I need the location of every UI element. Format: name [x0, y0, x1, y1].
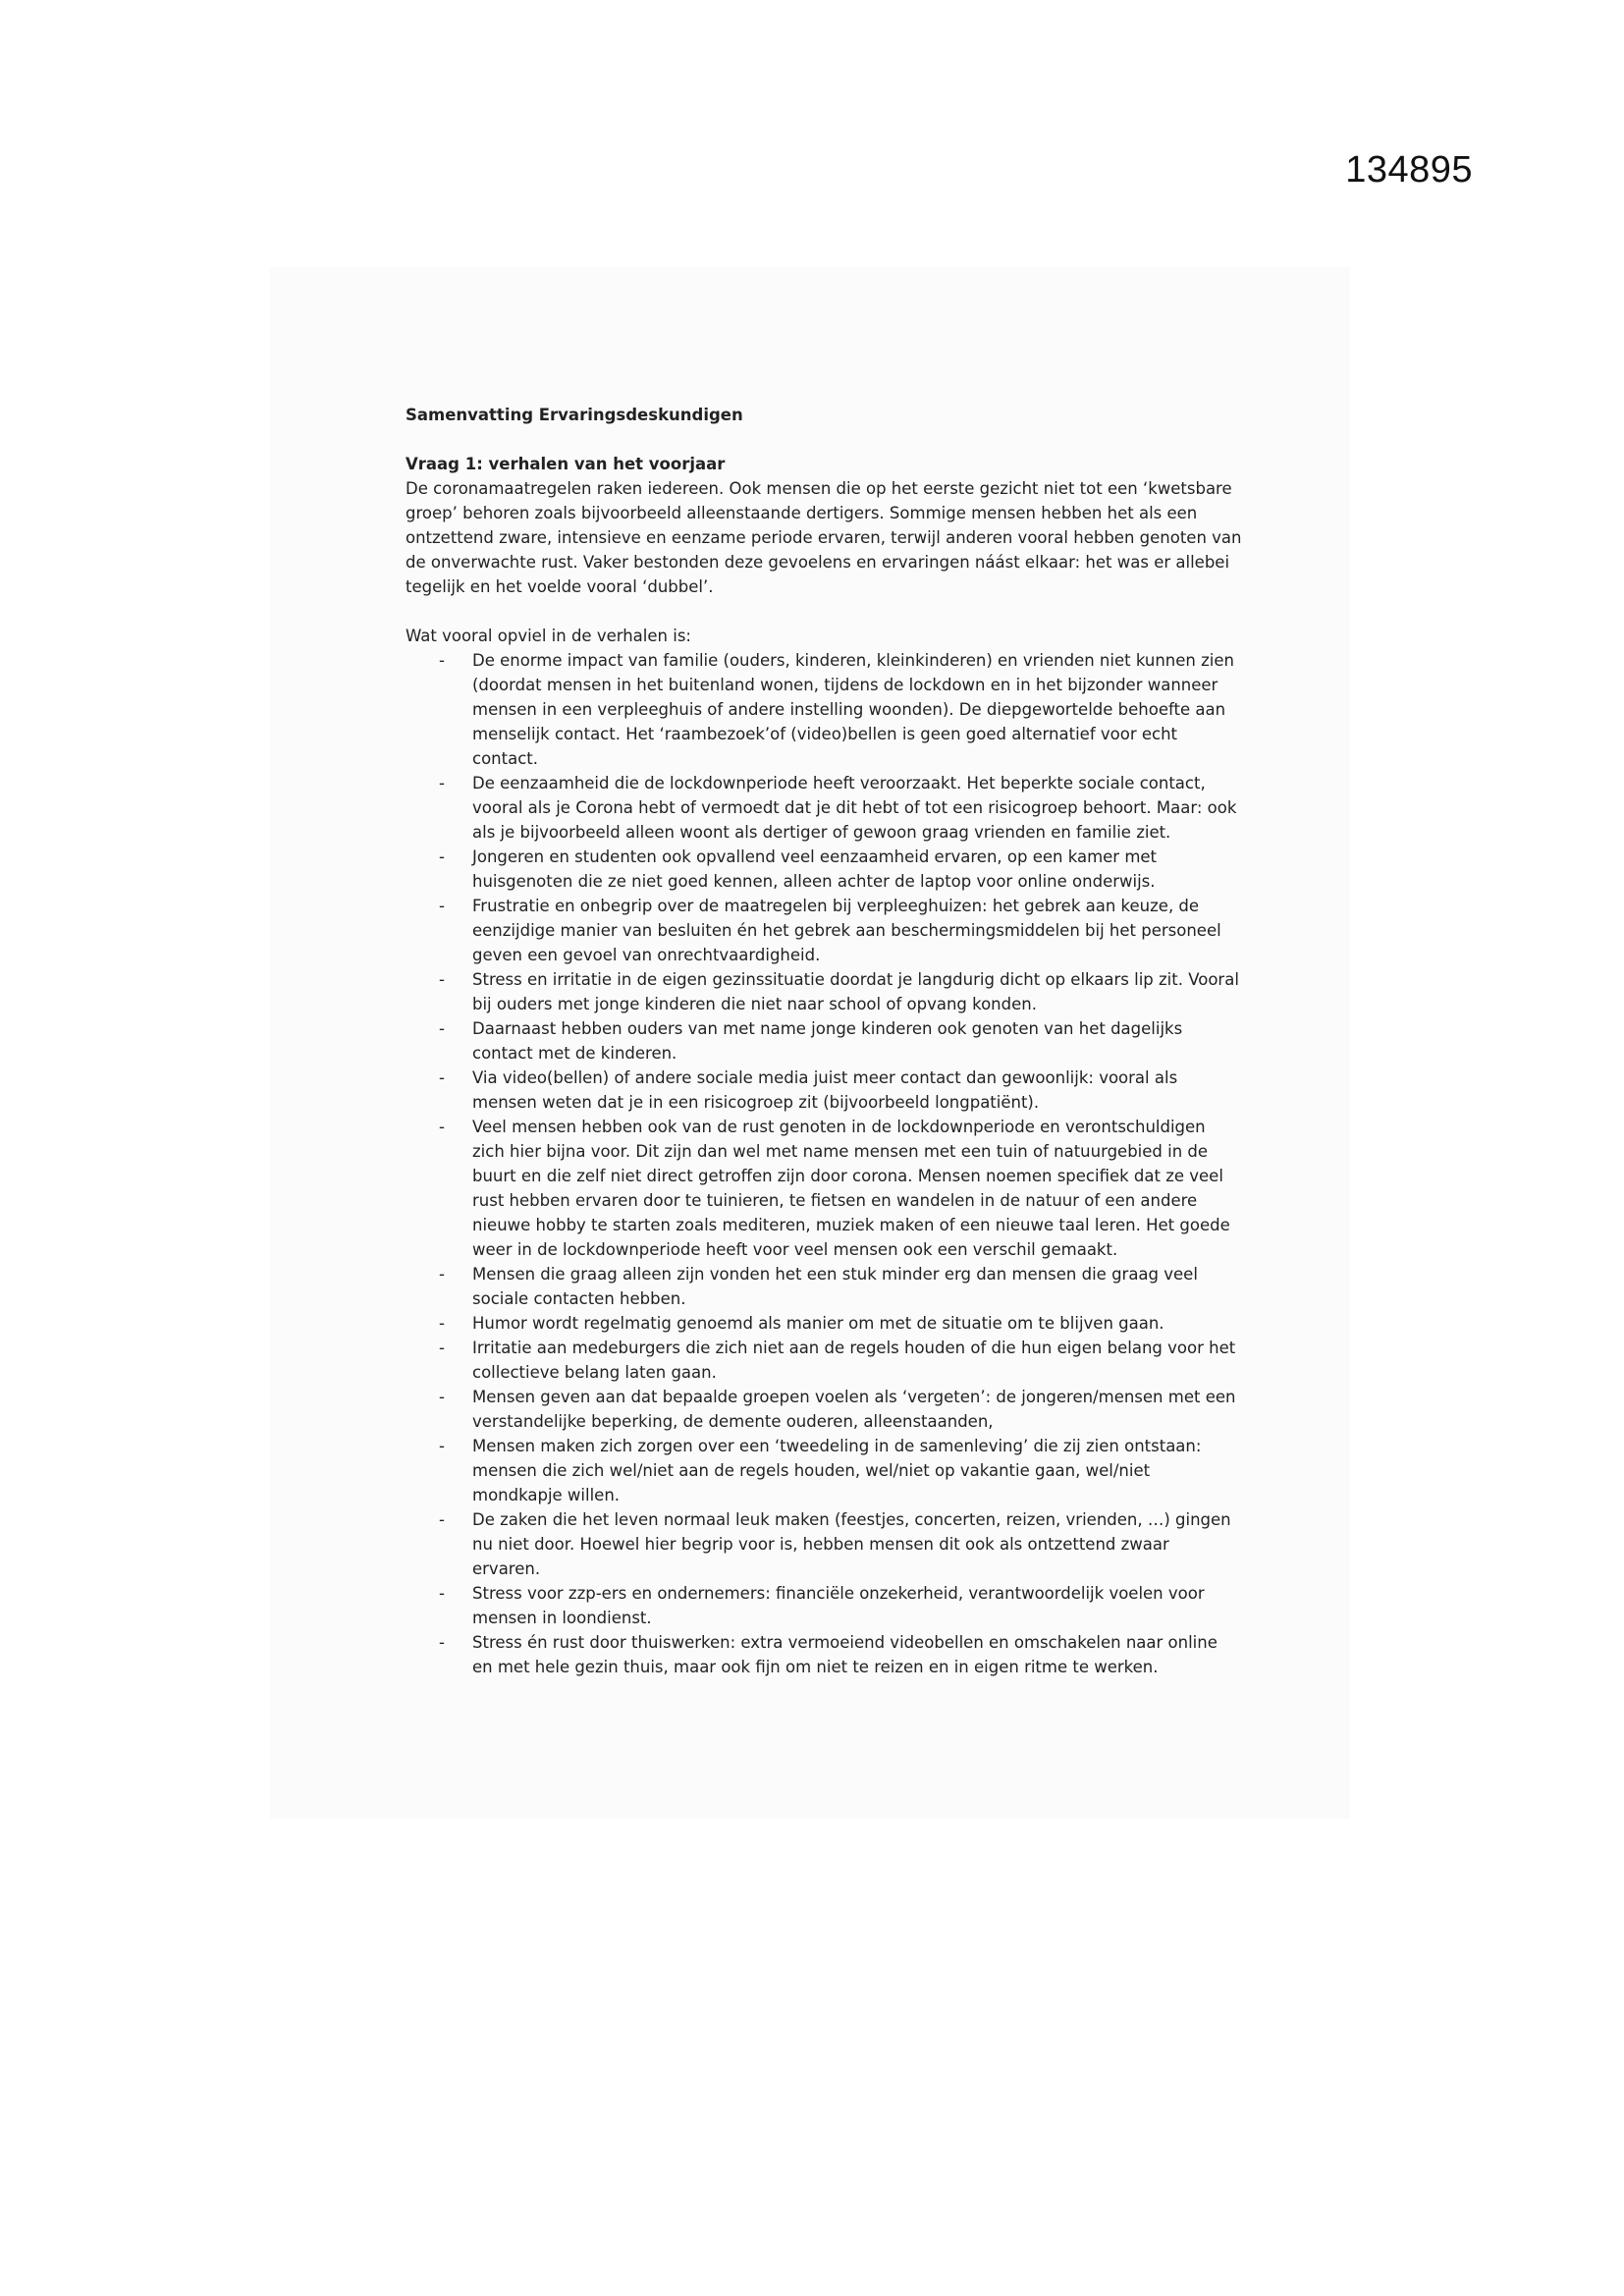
list-item-text: De enorme impact van familie (ouders, kinderen, kleinkinderen) en vrienden niet kunnen zien (doordat mensen in het buitenland wonen, tijdens de lockdown en in het bijzonder wanneer mensen in een verpleeghuis of andere instelling woonden). De diepgewortelde behoefte aan menselijk contact. Het ‘raambezoek’of (video)bellen is geen goed alternatief voor echt contact.: [472, 651, 1234, 768]
bullet-dash: -: [439, 897, 445, 915]
bullet-list: [406, 648, 1242, 1679]
list-item: [406, 1262, 1242, 1311]
document-title: Samenvatting Ervaringsdeskundigen: [406, 406, 743, 424]
document-number: 134895: [1345, 149, 1473, 191]
list-item: [406, 967, 1242, 1016]
list-item-text: Stress én rust door thuiswerken: extra vermoeiend videobellen en omschakelen naar online en met hele gezin thuis, maar ook fijn om niet te reizen en in eigen ritme te werken.: [472, 1633, 1218, 1676]
bullet-dash: -: [439, 1339, 445, 1357]
list-item: [406, 1507, 1242, 1581]
list-item-text: Veel mensen hebben ook van de rust genoten in de lockdownperiode en verontschuldigen zich hier bijna voor. Dit zijn dan wel met name mensen met een tuin of natuurgebied in de buurt en die zelf niet direct getroffen zijn door corona. Mensen noemen specifiek dat ze veel rust hebben ervaren door te tuinieren, te fietsen en wandelen in de natuur of een andere nieuwe hobby te starten zoals mediteren, muziek maken of een nieuwe taal leren. Het goede weer in de lockdownperiode heeft voor veel mensen ook een verschil gemaakt.: [472, 1118, 1230, 1259]
list-lead: Wat vooral opviel in de verhalen is:: [406, 627, 691, 645]
bullet-dash: -: [439, 1118, 445, 1136]
list-item: [406, 1066, 1242, 1115]
list-item: [406, 845, 1242, 894]
bullet-dash: -: [439, 1388, 445, 1406]
bullet-dash: -: [439, 774, 445, 793]
document-body: [406, 403, 1242, 1679]
list-item: [406, 1311, 1242, 1336]
list-item: [406, 1385, 1242, 1434]
list-item: [406, 1115, 1242, 1262]
list-item-text: Jongeren en studenten ook opvallend veel eenzaamheid ervaren, op een kamer met huisgenoten die ze niet goed kennen, alleen achter de laptop voor online onderwijs.: [472, 847, 1158, 891]
bullet-dash: -: [439, 1437, 445, 1455]
bullet-dash: -: [439, 970, 445, 989]
list-item-text: Via video(bellen) of andere sociale media juist meer contact dan gewoonlijk: vooral als mensen weten dat je in een risicogroep zit (bijvoorbeeld longpatiënt).: [472, 1068, 1178, 1112]
list-item: [406, 1581, 1242, 1630]
list-item: [406, 1434, 1242, 1507]
list-item-text: Daarnaast hebben ouders van met name jonge kinderen ook genoten van het dagelijks contact met de kinderen.: [472, 1019, 1183, 1063]
list-item-text: Irritatie aan medeburgers die zich niet aan de regels houden of die hun eigen belang voor het collectieve belang laten gaan.: [472, 1339, 1236, 1382]
list-item-text: Stress en irritatie in de eigen gezinssituatie doordat je langdurig dicht op elkaars lip zit. Vooral bij ouders met jonge kinderen die niet naar school of opvang konden.: [472, 970, 1239, 1013]
list-item-text: Mensen geven aan dat bepaalde groepen voelen als ‘vergeten’: de jongeren/mensen met een verstandelijke beperking, de demente ouderen, alleenstaanden,: [472, 1388, 1236, 1431]
list-item-text: Frustratie en onbegrip over de maatregelen bij verpleeghuizen: het gebrek aan keuze, de eenzijdige manier van besluiten én het gebrek aan beschermingsmiddelen bij het personeel geven een gevoel van onrechtvaardigheid.: [472, 897, 1221, 964]
list-item: [406, 648, 1242, 771]
section-heading: Vraag 1: verhalen van het voorjaar: [406, 455, 726, 473]
list-item-text: De zaken die het leven normaal leuk maken (feestjes, concerten, reizen, vrienden, …) gingen nu niet door. Hoewel hier begrip voor is, hebben mensen dit ook als ontzettend zwaar ervaren.: [472, 1510, 1231, 1578]
bullet-dash: -: [439, 1019, 445, 1038]
bullet-dash: -: [439, 1510, 445, 1529]
list-item-text: Mensen die graag alleen zijn vonden het een stuk minder erg dan mensen die graag veel sociale contacten hebben.: [472, 1265, 1198, 1308]
list-item: [406, 1336, 1242, 1385]
section-intro: De coronamaatregelen raken iedereen. Ook mensen die op het eerste gezicht niet tot een ‘kwetsbare groep’ behoren zoals bijvoorbeeld alleenstaande dertigers. Sommige mensen hebben het als een ontzettend zware, intensieve en eenzame periode ervaren, terwijl anderen vooral hebben genoten van de onverwachte rust. Vaker bestonden deze gevoelens en ervaringen náást elkaar: het was er allebei tegelijk en het voelde vooral ‘dubbel’.: [406, 479, 1242, 596]
list-item-text: Mensen maken zich zorgen over een ‘tweedeling in de samenleving’ die zij zien ontstaan: mensen die zich wel/niet aan de regels houden, wel/niet op vakantie gaan, wel/niet mondkapje willen.: [472, 1437, 1202, 1504]
list-item: [406, 771, 1242, 845]
bullet-dash: -: [439, 1633, 445, 1652]
list-item-text: De eenzaamheid die de lockdownperiode heeft veroorzaakt. Het beperkte sociale contact, vooral als je Corona hebt of vermoedt dat je dit hebt of tot een risicogroep behoort. Maar: ook als je bijvoorbeeld alleen woont als dertiger of gewoon graag vrienden en familie ziet.: [472, 774, 1237, 842]
bullet-dash: -: [439, 1314, 445, 1333]
bullet-dash: -: [439, 847, 445, 866]
bullet-dash: -: [439, 1584, 445, 1603]
list-item-text: Humor wordt regelmatig genoemd als manier om met de situatie om te blijven gaan.: [472, 1314, 1164, 1333]
list-item: [406, 1630, 1242, 1679]
list-item-text: Stress voor zzp-ers en ondernemers: financiële onzekerheid, verantwoordelijk voelen voor mensen in loondienst.: [472, 1584, 1205, 1627]
bullet-dash: -: [439, 651, 445, 670]
bullet-dash: -: [439, 1265, 445, 1284]
list-item: [406, 894, 1242, 967]
bullet-dash: -: [439, 1068, 445, 1087]
list-item: [406, 1016, 1242, 1066]
